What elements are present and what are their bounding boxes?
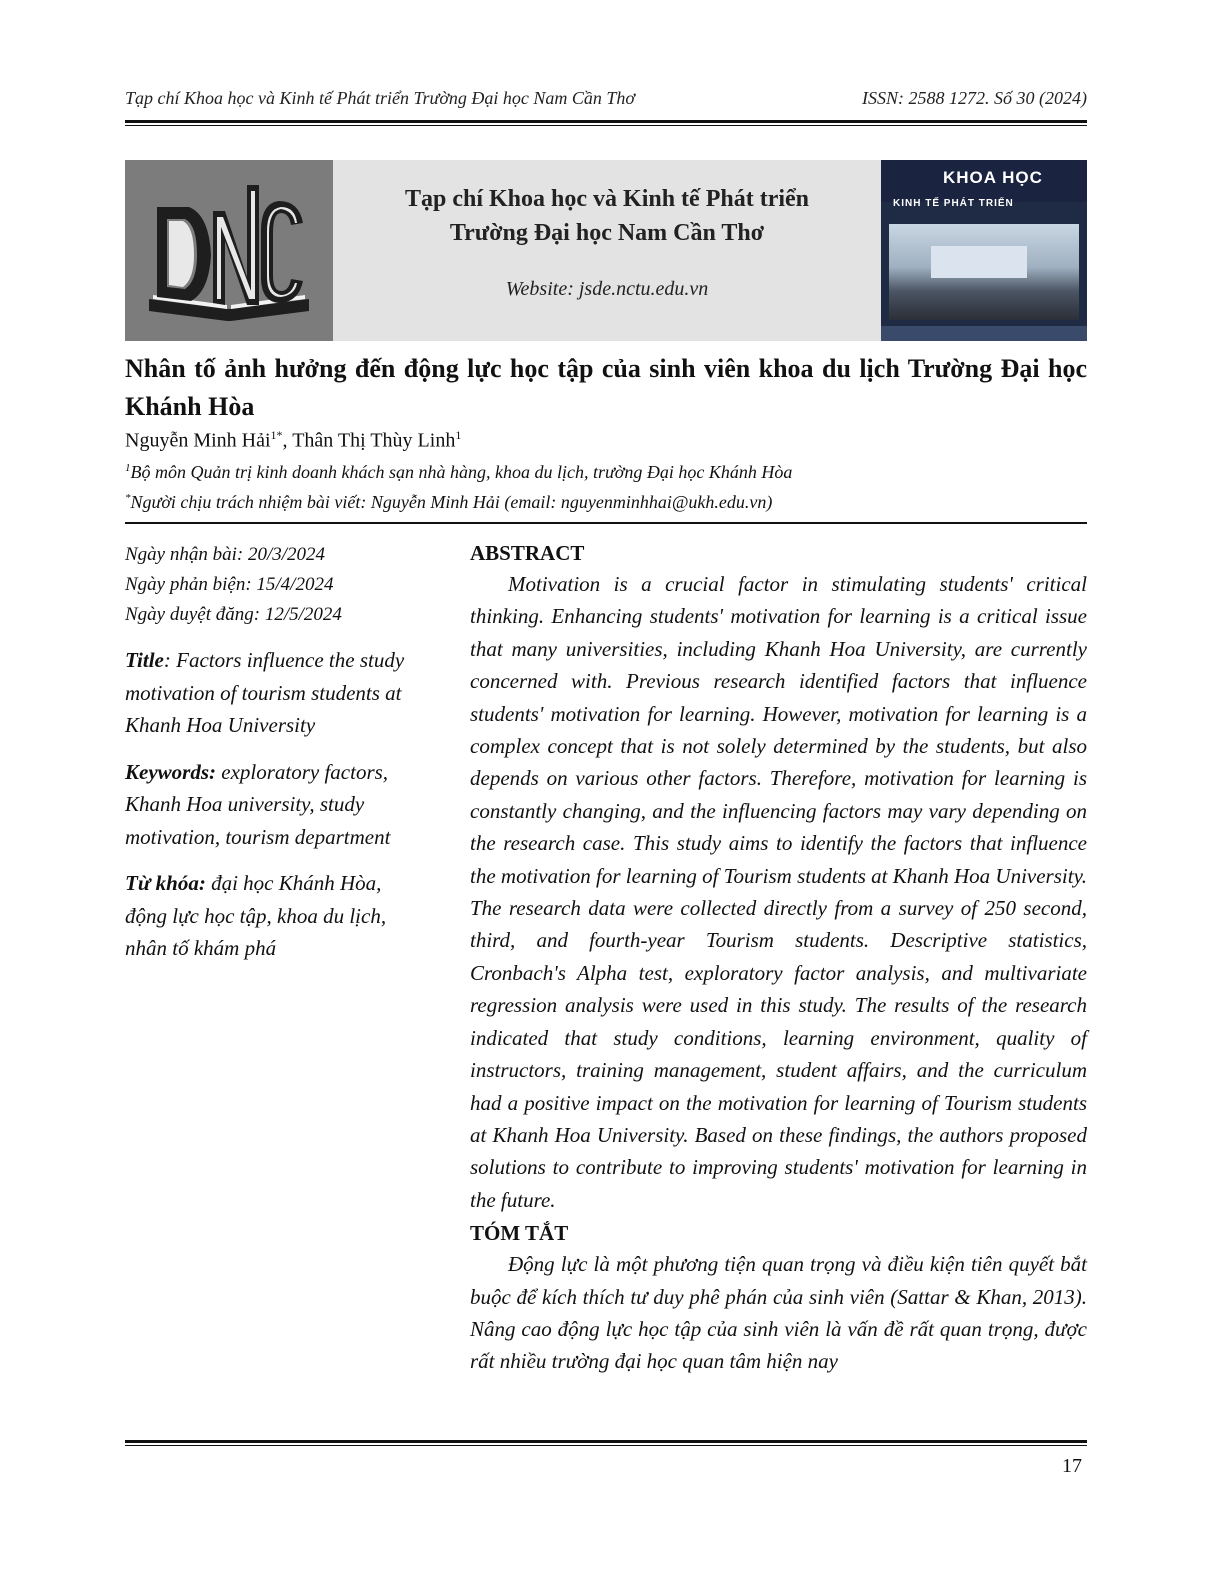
corresponding-author-text: Người chịu trách nhiệm bài viết: Nguyễn Minh Hải (email: nguyenminhhai@ukh.edu.vn) <box>130 492 773 512</box>
title-rule <box>125 522 1087 524</box>
corresponding-author-line <box>125 492 772 513</box>
banner-title-line2: Trường Đại học Nam Cần Thơ <box>449 220 765 246</box>
author-affiliation-mark: 1 <box>455 428 462 442</box>
abstract-text: Motivation is a crucial factor in stimulating students' critical thinking. Enhancing students' motivation for learning is a critical issue that many universities, including Khanh Hoa University, are currently concerned with. Previous research identified factors that influence students' motivation for learning. However, motivation for learning is a complex concept that is not solely determined by the students, but also depends on various other factors. Therefore, motivation for learning is constantly changing, and the influencing factors may vary depending on the research case. This study aims to identify the factors that influence the motivation for learning of Tourism students at Khanh Hoa University. The research data were collected directly from a survey of 250 second, third, and fourth-year Tourism students. Descriptive statistics, Cronbach's Alpha test, exploratory factor analysis, and multivariate regression analysis were used in this study. The results of the research indicated that study conditions, learning environment, quality of instructors, training management, student affairs, and the curriculum had a positive impact on the motivation for learning of Tourism students at Khanh Hoa University. Based on these findings, the authors proposed solutions to contribute to improving students' motivation for learning in the future. <box>470 572 1087 1212</box>
affiliation-text: Bộ môn Quản trị kinh doanh khách sạn nhà hàng, khoa du lịch, trường Đại học Khánh Hòa <box>130 462 793 482</box>
banner-website: Website: jsde.nctu.edu.vn <box>505 278 709 300</box>
header-rule <box>125 120 1087 126</box>
abstract-column <box>470 538 1087 1378</box>
tukhoa-value: đại học Khánh Hòa, động lực học tập, khoa du lịch, nhân tố khám phá <box>125 871 387 960</box>
author-name: Nguyễn Minh Hải <box>125 429 271 452</box>
page-number: 17 <box>1062 1455 1082 1477</box>
article-title: Nhân tố ảnh hưởng đến động lực học tập của sinh viên khoa du lịch Trường Đại học Khánh Hòa <box>125 354 1087 421</box>
abstract-heading: ABSTRACT <box>470 541 585 565</box>
cover-subtitle: KINH TẾ PHÁT TRIỂN <box>893 198 1014 209</box>
footer-rule <box>125 1440 1087 1446</box>
journal-banner <box>125 160 1087 341</box>
running-header <box>125 88 1087 109</box>
banner-title-line1: Tạp chí Khoa học và Kinh tế Phát triển <box>404 186 810 212</box>
tukhoa-label: Từ khóa: <box>125 871 206 895</box>
dnc-logo <box>125 160 333 341</box>
english-title-value: : Factors influence the study motivation of tourism students at Khanh Hoa University <box>125 648 405 737</box>
journal-cover <box>881 160 1087 341</box>
reviewed-date: Ngày phản biện: 15/4/2024 <box>125 574 334 595</box>
author-name: Thân Thị Thùy Linh <box>292 429 456 452</box>
author-list <box>125 428 461 453</box>
english-title-label: Title <box>125 648 164 672</box>
tukhoa-block <box>125 867 410 965</box>
affiliation-mark: 1 <box>125 462 131 474</box>
keywords-value: exploratory factors, Khanh Hoa university, study motivation, tourism department <box>125 759 391 849</box>
running-header-journal: Tạp chí Khoa học và Kinh tế Phát triển Trường Đại học Nam Cần Thơ <box>125 88 636 108</box>
accepted-date: Ngày duyệt đăng: 12/5/2024 <box>125 604 342 625</box>
cover-title: KHOA HỌC <box>943 168 1043 187</box>
dnc-logo-icon <box>139 171 319 331</box>
cover-footer <box>881 326 1087 341</box>
affiliation-line <box>125 462 792 483</box>
english-title-block <box>125 644 410 742</box>
cover-photo-stage <box>931 246 1027 278</box>
banner-title <box>405 182 809 250</box>
article-info-column <box>125 540 410 965</box>
tomtat-heading: TÓM TẮT <box>470 1221 569 1246</box>
banner-center <box>333 160 881 341</box>
running-header-issn: ISSN: 2588 1272. Số 30 (2024) <box>862 88 1087 108</box>
author-affiliation-mark: 1* <box>270 428 283 442</box>
keywords-label: Keywords: <box>125 759 216 784</box>
author-separator: , <box>282 429 293 452</box>
received-date: Ngày nhận bài: 20/3/2024 <box>125 544 326 565</box>
corresponding-mark: * <box>125 492 131 504</box>
keywords-block <box>125 756 410 854</box>
tomtat-text: Động lực là một phương tiện quan trọng và điều kiện tiên quyết bắt buộc để kích thích tư duy phê phán của sinh viên (Sattar & Khan, 2013). Nâng cao động lực học tập của sinh viên là vấn đề rất quan trọng, được rất nhiều trường đại học quan tâm hiện nay <box>470 1252 1087 1374</box>
